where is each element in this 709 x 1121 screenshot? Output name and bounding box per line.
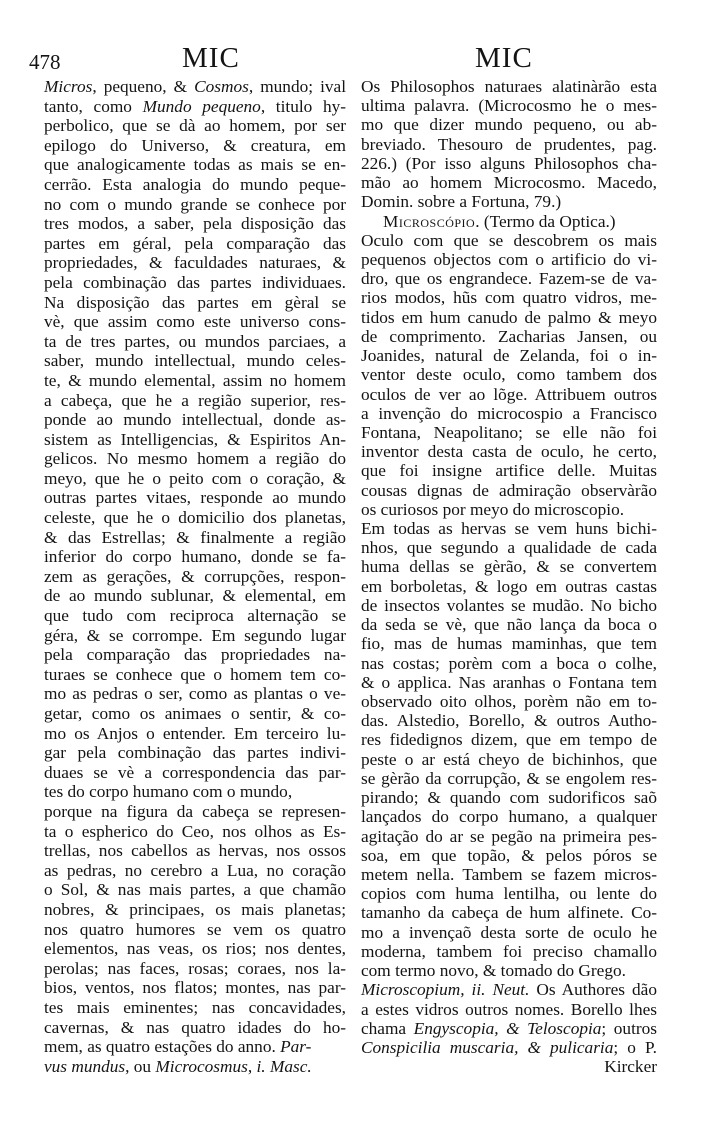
text-line xyxy=(361,500,657,519)
text-span: saber, mundo intellectual, mundo celes- xyxy=(44,351,346,371)
text-line xyxy=(361,846,657,865)
text-span: das. Alstedio, Borello, & outros Autho- xyxy=(361,711,657,731)
text-line xyxy=(361,615,657,634)
text-line xyxy=(361,1038,657,1057)
text-span: nos quatro humores se vem os quatro xyxy=(44,919,346,939)
text-span: se gèrão da corrupção, & se engolem res- xyxy=(361,768,657,788)
text-line xyxy=(44,77,346,97)
text-span: pirando; & quando com sudorificos saõ xyxy=(361,788,657,808)
text-line xyxy=(44,822,346,842)
text-span: observado oito olhos, porèm não em to- xyxy=(361,692,657,711)
text-span: mo os Anjos o entender. Em terceiro lu- xyxy=(44,723,346,743)
text-span: que analogicamente todas as mais se en- xyxy=(44,155,346,175)
text-span: , ou xyxy=(125,1056,156,1076)
text-line xyxy=(44,547,346,567)
text-line xyxy=(361,231,657,250)
text-line xyxy=(361,980,657,999)
text-span: epilogo do Universo, & creatura, em xyxy=(44,135,346,155)
text-span: que tudo com reciproca alternação se xyxy=(44,606,346,626)
text-line xyxy=(44,253,346,273)
text-span: Joanides, natural de Zelanda, foi o in- xyxy=(361,346,657,366)
text-line xyxy=(44,802,346,822)
text-span: gar pela combinação das partes indivi- xyxy=(44,743,346,763)
text-span: bios, ventos, nos flatos; montes, nas par- xyxy=(44,978,346,998)
text-line xyxy=(361,730,657,749)
text-span: mão ao homem Microcosmo. Macedo, xyxy=(361,173,657,193)
text-span: sistem as Intelligencias, & Espiritos An- xyxy=(44,429,346,449)
text-span: Oculo com que se descobrem os mais xyxy=(361,230,657,250)
text-line xyxy=(44,116,346,136)
text-span: , mundo; ival xyxy=(248,77,346,96)
text-span: Domin. sobre a Fortuna, 79.) xyxy=(361,192,562,212)
text-span: propriedades, & faculdades naturaes, & xyxy=(44,253,346,273)
text-line xyxy=(44,763,346,783)
text-line xyxy=(44,1018,346,1038)
text-span: ; outros xyxy=(601,1018,657,1038)
text-line xyxy=(44,469,346,489)
text-line xyxy=(44,626,346,646)
text-span: peste o ar está cheyo de bichinhos, que xyxy=(361,749,657,769)
text-line xyxy=(44,155,346,175)
text-line xyxy=(44,684,346,704)
text-span: pela combinação das partes individuaes. xyxy=(44,272,346,292)
text-span: a estes vidros outros nomes. Borello lhes xyxy=(361,999,657,1019)
text-line xyxy=(361,673,657,692)
text-span: Em todas as hervas se vem huns bichi- xyxy=(361,519,657,539)
text-line xyxy=(44,175,346,195)
italic-text: Cosmos xyxy=(194,77,249,96)
text-line xyxy=(361,404,657,423)
text-line xyxy=(361,385,657,404)
left-column xyxy=(44,77,346,1076)
text-span: cousas dignas de admiração observàrão xyxy=(361,480,657,500)
running-head-right: MIC xyxy=(475,42,533,74)
text-span: tes do corpo humano com o mundo, xyxy=(44,782,293,802)
text-line xyxy=(44,136,346,156)
text-line xyxy=(361,288,657,307)
text-span: tes mais eminentes; nas concavidades, xyxy=(44,997,346,1017)
text-line xyxy=(361,327,657,346)
text-line xyxy=(361,269,657,288)
text-span: te, & mundo elemental, assim no homem xyxy=(44,370,346,390)
text-span: , pequeno, & xyxy=(92,77,195,96)
text-span: a cabeça, que he a região superior, res- xyxy=(44,390,346,410)
text-line xyxy=(361,807,657,826)
text-line xyxy=(361,634,657,653)
text-line xyxy=(361,865,657,884)
text-span: rios modos, hũs com quatro vidros, me- xyxy=(361,288,657,308)
text-span: tanto, como xyxy=(44,96,143,116)
text-span: mo a invençaõ desta sorte de oculo he xyxy=(361,922,657,942)
text-span: copios com huma lentilha, ou lente do xyxy=(361,884,657,904)
text-line xyxy=(44,195,346,215)
text-line xyxy=(361,692,657,711)
text-span: chama xyxy=(361,1018,414,1038)
text-line xyxy=(361,654,657,673)
italic-text: Mundo pequeno xyxy=(142,96,261,116)
text-span: soa, em que topão, & pelos póros se xyxy=(361,845,657,865)
text-span: getar, como os animaes o sentir, & co- xyxy=(44,704,346,723)
text-span: de comprimento. Zacharias Jansen, ou xyxy=(361,326,657,346)
text-span: pequenos objectos com o artificio do vi- xyxy=(361,249,657,269)
text-line xyxy=(361,538,657,557)
text-line xyxy=(44,939,346,959)
text-line xyxy=(361,96,657,115)
text-span: duaes se vè a correspondencia das par- xyxy=(44,762,346,782)
text-span: oculos de ver ao lõge. Attribuem outros xyxy=(361,384,657,404)
text-line xyxy=(44,410,346,430)
text-line xyxy=(361,461,657,480)
text-span: elementos, nas veas, os rios; nos dentes, xyxy=(44,939,346,959)
text-line xyxy=(44,449,346,469)
text-line xyxy=(44,724,346,744)
text-span: trellas, nos cabellos as hervas, nos ossos xyxy=(44,841,346,861)
text-span: que foi insigne artifice delle. Muitas xyxy=(361,461,657,481)
text-span: Na disposição das partes em gèral se xyxy=(44,292,346,312)
text-line xyxy=(44,508,346,528)
text-span: mo que dizer mundo pequeno, ou ab- xyxy=(361,115,657,135)
text-span: meyo, que he o peito com o coração, & xyxy=(44,468,346,488)
text-span: da seda se vè, que não lança da boca o xyxy=(361,615,657,635)
text-line xyxy=(361,711,657,730)
text-line xyxy=(361,577,657,596)
text-span: tres modos, a saber, pela disposição das xyxy=(44,214,346,234)
text-line xyxy=(44,1057,346,1077)
text-span: tamanho da cabeça de hum alfinete. Co- xyxy=(361,903,657,923)
text-line xyxy=(44,430,346,450)
text-span: inventor desta casta de oculo, he certo, xyxy=(361,442,657,462)
text-span: ta o espherico do Ceo, nos olhos as Es- xyxy=(44,821,346,841)
text-line xyxy=(361,115,657,134)
text-span: Fontana, Neapolitano; se elle não foi xyxy=(361,422,657,442)
text-line xyxy=(361,423,657,442)
text-span: de ao mundo sublunar, & elemental, em xyxy=(44,586,346,606)
text-span: lançados do corpo humano, a qualquer xyxy=(361,807,657,827)
text-span: breviado. Thesouro de prudentes, pag. xyxy=(361,134,657,154)
text-line xyxy=(361,192,657,211)
text-line xyxy=(44,528,346,548)
text-line xyxy=(361,365,657,384)
text-line xyxy=(361,135,657,154)
italic-text: Microcosmus xyxy=(155,1056,248,1076)
text-line xyxy=(44,959,346,979)
text-span: porque na figura da cabeça se represen- xyxy=(44,801,346,821)
text-line xyxy=(44,645,346,665)
text-span: com termo novo, & tomado do Grego. xyxy=(361,961,626,981)
text-line xyxy=(44,861,346,881)
text-line xyxy=(44,391,346,411)
text-span: as pedras, no cerebro a Lua, no coração xyxy=(44,860,346,880)
text-line xyxy=(361,308,657,327)
text-span: 226.) (Por isso alguns Philosophos cha- xyxy=(361,153,657,173)
text-line xyxy=(44,567,346,587)
page-header xyxy=(0,40,709,76)
text-line xyxy=(361,942,657,961)
text-span: . (Termo da Optica.) xyxy=(475,211,616,231)
text-line xyxy=(361,481,657,500)
text-line xyxy=(44,332,346,352)
text-span: nhos, que segundo a qualidade de cada xyxy=(361,538,657,558)
text-line xyxy=(44,606,346,626)
text-span: a invenção do microcospio a Francisco xyxy=(361,403,657,423)
text-span: mo as pedras o ser, como as plantas o ve- xyxy=(44,684,346,704)
text-span: , xyxy=(247,1056,257,1076)
text-span: gelicos. No mesmo homem a região do xyxy=(44,449,346,469)
text-span: pela comparação das propriedades na- xyxy=(44,645,346,665)
text-line xyxy=(361,519,657,538)
text-span: ; o P. xyxy=(613,1037,657,1057)
text-span: partes em géral, pela comparação das xyxy=(44,233,346,253)
text-span: & das Estrellas; & finalmente a região xyxy=(44,527,346,547)
text-line xyxy=(361,346,657,365)
text-line xyxy=(361,173,657,192)
text-line xyxy=(361,788,657,807)
italic-text: Engyscopia, & Teloscopia xyxy=(413,1018,602,1038)
text-line xyxy=(361,961,657,980)
text-line xyxy=(361,923,657,942)
text-line xyxy=(44,214,346,234)
text-span: vè, que assim como este universo cons- xyxy=(44,312,346,332)
text-line xyxy=(361,1019,657,1038)
text-line xyxy=(361,1000,657,1019)
text-line xyxy=(44,488,346,508)
text-span: moderna, tambem foi preciso chamallo xyxy=(361,941,657,961)
text-line xyxy=(44,900,346,920)
text-span: Kircker xyxy=(604,1057,657,1077)
text-line xyxy=(44,1037,346,1057)
italic-text: Micros xyxy=(44,77,93,96)
text-line xyxy=(44,293,346,313)
text-span: perbolico, que se dà ao homem, por ser xyxy=(44,116,346,136)
text-span: Os Philosophos naturaes alatinàrão esta xyxy=(361,77,657,96)
text-line xyxy=(361,1057,657,1076)
text-span: fio, mas de humas maminhas, que tem xyxy=(361,634,657,654)
text-line xyxy=(44,743,346,763)
text-span: de insectos volantes se mudão. No bicho xyxy=(361,595,657,615)
text-span: inferior do corpo humano, donde se fa- xyxy=(44,547,346,567)
text-span: ventor deste oculo, como tambem dos xyxy=(361,365,657,385)
text-span: ultima palavra. (Microcosmo he o mes- xyxy=(361,96,657,116)
text-line xyxy=(361,596,657,615)
text-line xyxy=(361,557,657,576)
text-span: zem as gerações, & corrupções, respon- xyxy=(44,566,346,586)
text-span: o Sol, & nas mais partes, a que chamão xyxy=(44,880,346,900)
text-line xyxy=(361,77,657,96)
text-line xyxy=(44,273,346,293)
text-span: nas costas; porèm com a boca o colhe, xyxy=(361,653,657,673)
text-line xyxy=(361,750,657,769)
headword: Microscópio xyxy=(383,211,476,231)
page-number: 478 xyxy=(29,50,61,74)
text-line xyxy=(361,212,657,231)
text-line xyxy=(44,312,346,332)
text-line xyxy=(44,704,346,724)
text-span: nobres, & principaes, os mais planetas; xyxy=(44,899,346,919)
text-line xyxy=(361,827,657,846)
text-line xyxy=(361,769,657,788)
text-line xyxy=(44,998,346,1018)
text-line xyxy=(44,351,346,371)
text-span: em borboletas, & logo em outras castas xyxy=(361,576,657,596)
text-span: celeste, que he o domicilio dos planetas, xyxy=(44,508,346,528)
text-span: outras partes vitaes, responde ao mundo xyxy=(44,488,346,508)
text-span: mem, as quatro estações do anno. xyxy=(44,1037,281,1057)
text-span: ponde ao mundo intellectual, donde as- xyxy=(44,410,346,430)
text-span: & o applica. Nas aranhas o Fontana tem xyxy=(361,672,657,692)
text-span: agitação do ar se pegão na primeira pes- xyxy=(361,826,657,846)
running-head-left: MIC xyxy=(182,42,240,74)
text-line xyxy=(361,154,657,173)
italic-text: Microscopium, ii. Neut. xyxy=(361,980,530,1000)
text-span: Os Authores dão xyxy=(529,980,657,1000)
text-line xyxy=(44,782,346,802)
text-line xyxy=(361,442,657,461)
italic-text: vus mundus xyxy=(44,1056,126,1076)
text-span: turaes se conhece que o homem tem co- xyxy=(44,664,346,684)
text-span: dro, que os engrandece. Fazem-se de va- xyxy=(361,269,657,289)
text-span: géra, & se corrompe. Em segundo lugar xyxy=(44,625,346,645)
text-span: , titulo hy- xyxy=(260,96,347,116)
text-span: metem nella. Tambem se fazem micros- xyxy=(361,864,657,884)
text-line xyxy=(361,884,657,903)
text-line xyxy=(361,903,657,922)
text-line xyxy=(44,97,346,117)
text-span: tidos em hum canudo de palmo & meyo xyxy=(361,307,657,327)
italic-text: Par- xyxy=(280,1037,312,1057)
text-span: res fidedignos dizem, que em tempo de xyxy=(361,730,657,750)
text-span: ta de tres partes, ou mundos parciaes, a xyxy=(44,331,346,351)
right-column xyxy=(361,77,657,1076)
text-line xyxy=(44,978,346,998)
text-line xyxy=(44,841,346,861)
text-span: cerrão. Esta analogia do mundo peque- xyxy=(44,174,346,194)
italic-text: i. Masc. xyxy=(256,1056,312,1076)
text-span: huma dellas se gèrão, & se convertem xyxy=(361,557,657,577)
text-line xyxy=(44,234,346,254)
text-span: no com o mundo grande se conhece por xyxy=(44,194,346,214)
text-span: os curiosos por meyo do microscopio. xyxy=(361,499,625,519)
text-span: perolas; nas faces, rosas; coraes, nos la- xyxy=(44,958,346,978)
text-line xyxy=(44,880,346,900)
text-line xyxy=(44,665,346,685)
text-line xyxy=(44,920,346,940)
text-line xyxy=(44,371,346,391)
text-line xyxy=(44,586,346,606)
italic-text: Conspicilia muscaria, & pulicaria xyxy=(361,1037,614,1057)
text-span: cavernas, & nas quatro idades do ho- xyxy=(44,1017,346,1037)
text-line xyxy=(361,250,657,269)
